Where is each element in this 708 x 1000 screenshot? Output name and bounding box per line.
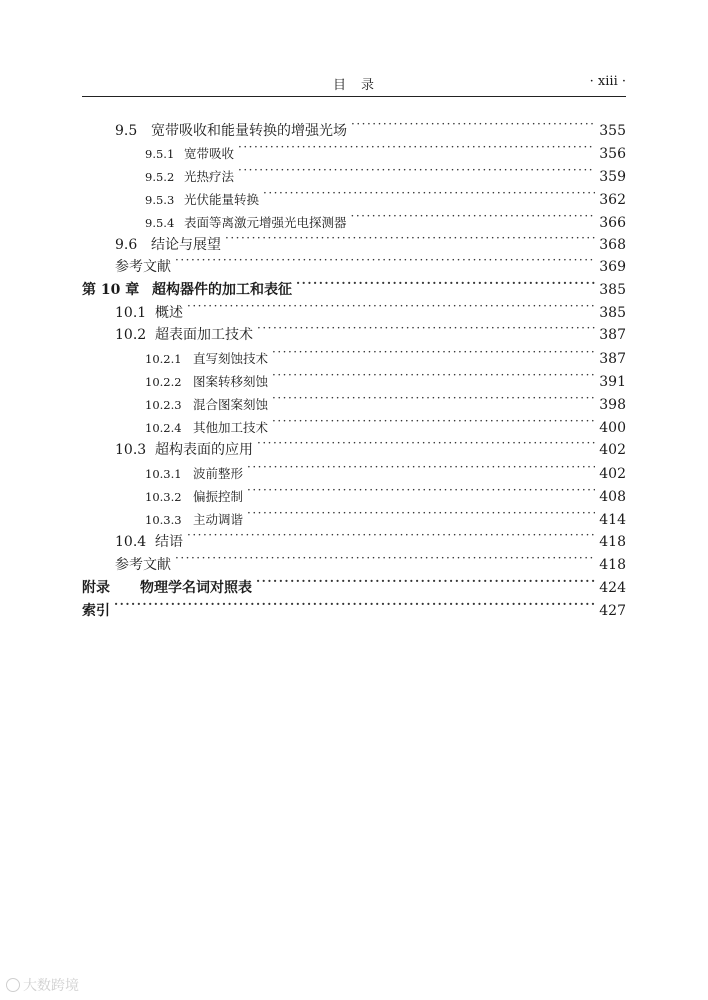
toc-entry[interactable] [115, 227, 626, 253]
toc-leader-dots [351, 205, 596, 227]
toc-leader-dots [272, 410, 595, 432]
toc-entry-page: 385 [599, 282, 626, 298]
toc-entry-number: 10.2.2 [145, 375, 182, 389]
toc-leader-dots [247, 479, 595, 501]
toc-leader-dots [187, 524, 595, 546]
toc-entry[interactable] [145, 364, 626, 390]
toc-entry[interactable] [145, 182, 626, 208]
toc-entry-label: 宽带吸收 [184, 146, 235, 161]
toc-entry[interactable] [115, 524, 626, 550]
toc-entry-page: 366 [599, 215, 626, 231]
toc-leader-dots [247, 502, 595, 524]
toc-entry-label: 超构器件的加工和表征 [152, 282, 292, 298]
toc-entry-page: 402 [599, 466, 626, 482]
toc-entry-number: 9.6 [115, 237, 138, 253]
toc-leader-dots [247, 456, 595, 478]
watermark-logo-icon [6, 978, 20, 992]
watermark-text: 大数跨境 [23, 978, 79, 994]
toc-entry[interactable] [145, 410, 626, 436]
toc-entry-page: 356 [599, 146, 626, 162]
toc-entry-page: 398 [599, 397, 626, 413]
toc-entry-number: 第 10 章 [82, 282, 140, 298]
toc-leader-dots [272, 364, 595, 386]
toc-entry-page: 391 [599, 374, 626, 390]
toc-entry-page: 418 [599, 534, 626, 550]
toc-entry-number: 10.1 [115, 305, 147, 321]
toc-entry-label: 参考文献 [115, 557, 171, 573]
toc-entry-label: 波前整形 [193, 466, 244, 481]
toc-entry-page: 387 [599, 327, 626, 343]
toc-entry-label: 超构表面的应用 [155, 442, 253, 458]
toc-entry-page: 362 [599, 192, 626, 208]
toc-entry-number: 9.5.4 [145, 216, 175, 230]
toc-leader-dots [351, 113, 595, 135]
toc-entry-label: 参考文献 [115, 259, 171, 275]
toc-leader-dots [175, 547, 595, 569]
toc-entry[interactable] [115, 317, 626, 343]
toc-entry-number: 10.4 [115, 534, 147, 550]
toc-entry-label: 直写刻蚀技术 [193, 351, 269, 366]
toc-entry-number: 10.2 [115, 327, 147, 343]
toc-leader-dots [272, 387, 595, 409]
toc-entry-page: 355 [599, 123, 626, 139]
toc-entry-page: 414 [599, 512, 626, 528]
toc-leader-dots [296, 272, 595, 294]
toc-entry-number: 10.2.3 [145, 398, 182, 412]
toc-entry-page: 368 [599, 237, 626, 253]
header-page-number: · xiii · [589, 74, 626, 89]
toc-entry-number: 10.3 [115, 442, 147, 458]
toc-entry-page: 402 [599, 442, 626, 458]
toc-entry-label: 混合图案刻蚀 [193, 397, 269, 412]
toc-entry-label: 光伏能量转换 [184, 192, 260, 207]
toc-entry[interactable] [115, 249, 626, 275]
toc-entry-label: 图案转移刻蚀 [193, 374, 269, 389]
toc-entry-page: 408 [599, 489, 626, 505]
toc-entry[interactable] [145, 502, 626, 528]
toc-entry-page: 418 [599, 557, 626, 573]
toc-entry-page: 359 [599, 169, 626, 185]
toc-entry-label: 概述 [155, 305, 183, 321]
toc-entry-number: 9.5.3 [145, 193, 175, 207]
toc-entry-page: 400 [599, 420, 626, 436]
page-header [82, 72, 626, 94]
toc-entry-label: 主动调谐 [193, 512, 244, 527]
toc-entry-label: 物理学名词对照表 [140, 580, 252, 596]
toc-leader-dots [257, 317, 595, 339]
toc-entry-label: 结论与展望 [151, 237, 221, 253]
toc-entry-label: 光热疗法 [184, 169, 235, 184]
toc-entry-number: 10.3.3 [145, 513, 182, 527]
toc-leader-dots [256, 570, 595, 592]
toc-leader-dots [257, 432, 595, 454]
toc-entry-page: 385 [599, 305, 626, 321]
toc-index-entry[interactable] [82, 593, 626, 619]
toc-entry-number: 附录 [82, 580, 110, 596]
toc-entry-label: 结语 [155, 534, 183, 550]
toc-entry-label: 超表面加工技术 [155, 327, 253, 343]
toc-entry[interactable] [145, 341, 626, 367]
toc-chapter-entry[interactable] [82, 272, 626, 298]
toc-entry-page: 424 [599, 580, 626, 596]
toc-entry-label: 表面等离激元增强光电探测器 [184, 215, 347, 230]
toc-entry-number: 10.2.1 [145, 352, 182, 366]
watermark [6, 975, 79, 995]
toc-entry-label: 宽带吸收和能量转换的增强光场 [151, 123, 347, 139]
toc-leader-dots [238, 159, 595, 181]
toc-entry-label: 偏振控制 [193, 489, 244, 504]
toc-appendix-entry[interactable] [82, 570, 626, 596]
toc-entry[interactable] [115, 547, 626, 573]
toc-entry-number: 9.5.1 [145, 147, 175, 161]
toc-entry-page: 427 [599, 603, 626, 619]
header-title: 目 录 [332, 78, 375, 93]
toc-entry-number: 10.3.1 [145, 467, 182, 481]
toc-entry[interactable] [115, 432, 626, 458]
toc-leader-dots [225, 227, 595, 249]
toc-entry[interactable] [145, 136, 626, 162]
toc-entry-page: 369 [599, 259, 626, 275]
toc-entry[interactable] [145, 159, 626, 185]
toc-entry-number: 9.5 [115, 123, 138, 139]
toc-entry[interactable] [115, 113, 626, 139]
toc-entry[interactable] [145, 479, 626, 505]
toc-entry[interactable] [145, 205, 626, 231]
toc-entry[interactable] [145, 456, 626, 482]
toc-leader-dots [272, 341, 595, 363]
toc-leader-dots [263, 182, 595, 204]
toc-leader-dots [114, 593, 595, 615]
toc-entry-page: 387 [599, 351, 626, 367]
toc-entry-label: 其他加工技术 [193, 420, 269, 435]
toc-entry-label: 索引 [82, 603, 110, 619]
toc-leader-dots [238, 136, 595, 158]
toc-entry-number: 10.2.4 [145, 421, 182, 435]
toc-leader-dots [175, 249, 595, 271]
header-rule [82, 96, 626, 97]
toc-entry-number: 9.5.2 [145, 170, 175, 184]
toc-entry[interactable] [145, 387, 626, 413]
toc-entry-number: 10.3.2 [145, 490, 182, 504]
toc-leader-dots [187, 295, 595, 317]
toc-entry[interactable] [115, 295, 626, 321]
